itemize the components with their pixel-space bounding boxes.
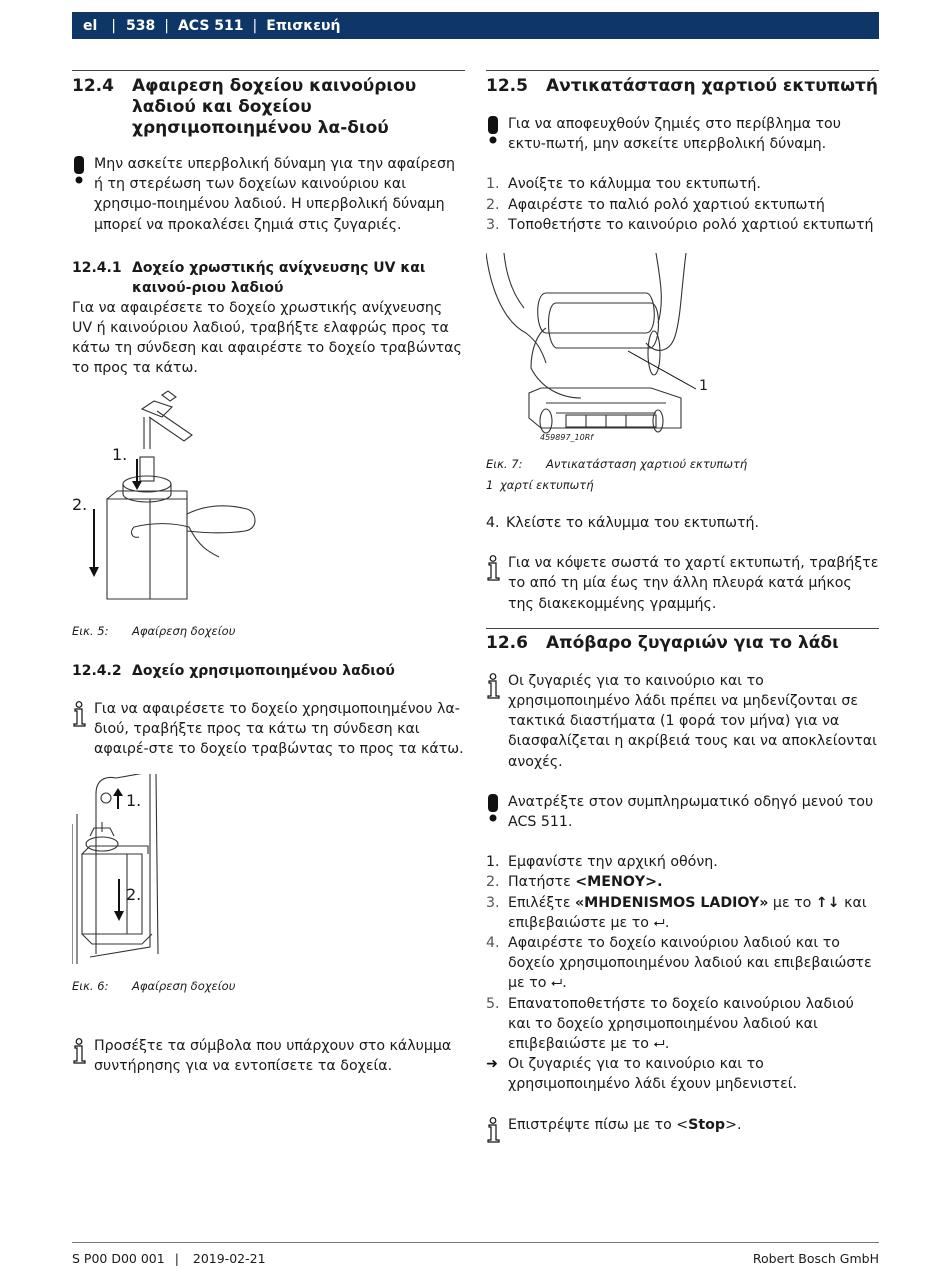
section-number: 12.6	[486, 632, 528, 653]
list-item: 3. Τοποθετήστε το καινούριο ρολό χαρτιού εκτυπωτή	[486, 216, 874, 233]
list-item: 4. Αφαιρέστε το δοχείο καινούριου λαδιού και το δοχείο χρησιμοποιημένου λαδιού και επιβεβαιώστε με το ⮠.	[486, 935, 872, 992]
left-column	[72, 70, 465, 1077]
paragraph: Για να αφαιρέσετε το δοχείο χρωστικής ανίχνευσης UV ή καινούριου λαδιού, τραβήξτε ελαφρώς προς τα κάτω τη σύνδεση και αφαιρέστε το δοχείο τραβώντας το προς τα κάτω.	[72, 299, 462, 377]
figure-label: Εικ. 5:	[72, 623, 109, 638]
list-item: 1. Ανοίξτε το κάλυμμα του εκτυπωτή.	[486, 176, 761, 193]
enter-key-icon: ⮠	[550, 975, 563, 992]
list-item: 2. Πατήστε <ΜΕΝΟΥ>.	[486, 874, 663, 891]
info-icon	[72, 1036, 94, 1064]
section-title: Απόβαρο ζυγαριών για το λάδι	[546, 632, 839, 653]
used-oil-bottle-illustration	[72, 774, 172, 970]
info-text: Για να αφαιρέσετε το δοχείο χρησιμοποιημένου λα-διού, τραβήξτε προς τα κάτω τη σύνδεση και αφαιρέ-στε το δοχείο τραβώντας το προς τα κάτω.	[94, 700, 464, 758]
page-header	[72, 12, 879, 39]
legend-text: χαρτί εκτυπωτή	[500, 478, 594, 493]
subsection-number: 12.4.1	[72, 259, 122, 276]
footer-doc-number: S P00 D00 001	[72, 1251, 165, 1266]
warning-text: Μην ασκείτε υπερβολική δύναμη για την αφαίρεση ή τη στερέωση των δοχείων καινούριου και χρησιμο-ποιημένου λαδιού. Η υπερβολική δύναμη μπορεί να προκαλέσει ζημιά στις ζυγαριές.	[94, 156, 456, 233]
info-icon	[486, 671, 508, 699]
header-chapter: Επισκευή	[266, 17, 341, 34]
section-title: Αφαιρεση δοχείου καινούριου λαδιού και δοχείου χρησιμοποιημένου λα-διού	[132, 76, 417, 138]
result-item: ➜ Οι ζυγαριές για το καινούριο και το χρησιμοποιημένο λάδι έχουν μηδενιστεί.	[486, 1054, 879, 1094]
subsection-title: Δοχείο χρησιμοποιημένου λαδιού	[132, 662, 395, 679]
header-sep: |	[164, 17, 169, 34]
subsection-heading	[72, 661, 465, 681]
info-note	[72, 1036, 465, 1076]
list-item: 1. Εμφανίστε την αρχική οθόνη.	[486, 854, 718, 871]
figure-caption	[72, 623, 465, 639]
section-12-6	[486, 628, 879, 654]
figure-legend	[486, 477, 879, 493]
info-note	[486, 1115, 879, 1143]
bottle-removal-illustration	[72, 389, 272, 614]
info-note	[486, 553, 879, 614]
enter-key-icon: ⮠	[653, 1036, 665, 1053]
subsection-title: Δοχείο χρωστικής ανίχνευσης UV και καινού-ριου λαδιού	[132, 259, 426, 296]
figure-callout: 1	[699, 378, 709, 395]
section-number: 12.4	[72, 76, 114, 96]
figure-step-label: 1.	[112, 444, 128, 464]
legend-number: 1	[486, 478, 494, 493]
header-sep: |	[111, 17, 117, 34]
subsection-heading	[72, 258, 465, 298]
result-arrow-icon: ➜	[486, 1056, 498, 1073]
info-note	[486, 671, 879, 772]
section-heading	[72, 76, 465, 139]
section-12-5	[486, 70, 879, 97]
section-number: 12.5	[486, 76, 528, 96]
section-heading	[486, 76, 879, 97]
warning-note	[486, 792, 879, 832]
header-lang: el	[83, 17, 98, 34]
step-text: Κλείστε το κάλυμμα του εκτυπωτή.	[506, 515, 760, 532]
figure-step-label: 2.	[72, 494, 88, 514]
footer-doc-info: S P00 D00 001 | 2019-02-21	[72, 1251, 266, 1266]
figure-step-label: 1.	[126, 791, 142, 811]
info-note	[72, 699, 465, 760]
subsection-number: 12.4.2	[72, 662, 122, 679]
info-icon	[486, 1115, 508, 1143]
info-text: Οι ζυγαριές για το καινούριο και το χρησιμοποιημένο λάδι πρέπει να μηδενίζονται σε τακτικά διαστήματα (1 φορά τον μήνα) για να διασφαλίζεται η ακρίβειά τους και να αποκλείονται ανοχές.	[508, 672, 877, 770]
enter-key-icon: ⮠	[653, 914, 665, 931]
up-down-arrows-icon: ↑↓	[815, 894, 840, 911]
info-icon	[72, 699, 94, 727]
info-text: Για να κόψετε σωστά το χαρτί εκτυπωτή, τραβήξτε το από τη μία έως την άλλη πλευρά κατά μήκος της διακεκομμένης γραμμής.	[508, 555, 879, 612]
warning-note	[72, 154, 465, 235]
footer-date: 2019-02-21	[192, 1251, 266, 1266]
section-12-4	[72, 70, 465, 139]
figure-caption-text: Αντικατάσταση χαρτιού εκτυπωτή	[546, 457, 748, 472]
list-item: 2. Αφαιρέστε το παλιό ρολό χαρτιού εκτυπωτή	[486, 196, 825, 213]
footer-company: Robert Bosch GmbH	[752, 1251, 879, 1266]
info-icon	[486, 553, 508, 581]
header-page: 538	[126, 17, 156, 34]
header-product: ACS 511	[177, 17, 244, 34]
figure-7	[486, 253, 879, 449]
figure-caption-text: Αφαίρεση δοχείου	[132, 623, 236, 638]
figure-6	[72, 774, 465, 970]
warning-icon	[72, 154, 94, 184]
figure-step-label: 2.	[126, 885, 142, 905]
warning-note	[486, 114, 879, 154]
figure-caption	[72, 978, 465, 994]
steps-list	[486, 174, 879, 235]
figure-label: Εικ. 7:	[486, 457, 523, 472]
figure-label: Εικ. 6:	[72, 979, 109, 994]
step-number: 4.	[486, 515, 500, 532]
tare-steps-list	[486, 852, 879, 1094]
printer-paper-illustration	[486, 253, 716, 449]
header-sep: |	[252, 17, 258, 34]
figure-code: 459897_10Rf	[540, 433, 594, 443]
page-footer	[72, 1242, 879, 1266]
figure-caption	[486, 456, 879, 472]
list-item: 3. Επιλέξτε «MHDENISMOS LADIOY» με το ↑↓ και επιβεβαιώστε με το ⮠.	[486, 894, 867, 931]
figure-caption-text: Αφαίρεση δοχείου	[132, 979, 236, 994]
warning-icon	[486, 792, 508, 822]
right-column	[486, 70, 879, 1143]
info-text: Προσέξτε τα σύμβολα που υπάρχουν στο κάλυμμα συντήρησης για να εντοπίσετε τα δοχεία.	[94, 1038, 452, 1075]
warning-icon	[486, 114, 508, 144]
figure-5	[72, 389, 465, 614]
warning-text: Ανατρέξτε στον συμπληρωματικό οδηγό μενού του ACS 511.	[508, 793, 874, 831]
section-heading	[486, 633, 879, 654]
info-text: Επιστρέψτε πίσω με το <Stop>.	[508, 1116, 742, 1133]
list-item: 5. Επανατοποθετήστε το δοχείο καινούριου λαδιού και το δοχείο χρησιμοποιημένου λαδιού και επιβεβαιώστε με το ⮠.	[486, 995, 854, 1053]
warning-text: Για να αποφευχθούν ζημιές στο περίβλημα του εκτυ-πωτή, μην ασκείτε υπερβολική δύναμη.	[508, 116, 841, 153]
step-4	[486, 513, 879, 533]
section-title: Αντικατάσταση χαρτιού εκτυπωτή	[546, 76, 878, 96]
